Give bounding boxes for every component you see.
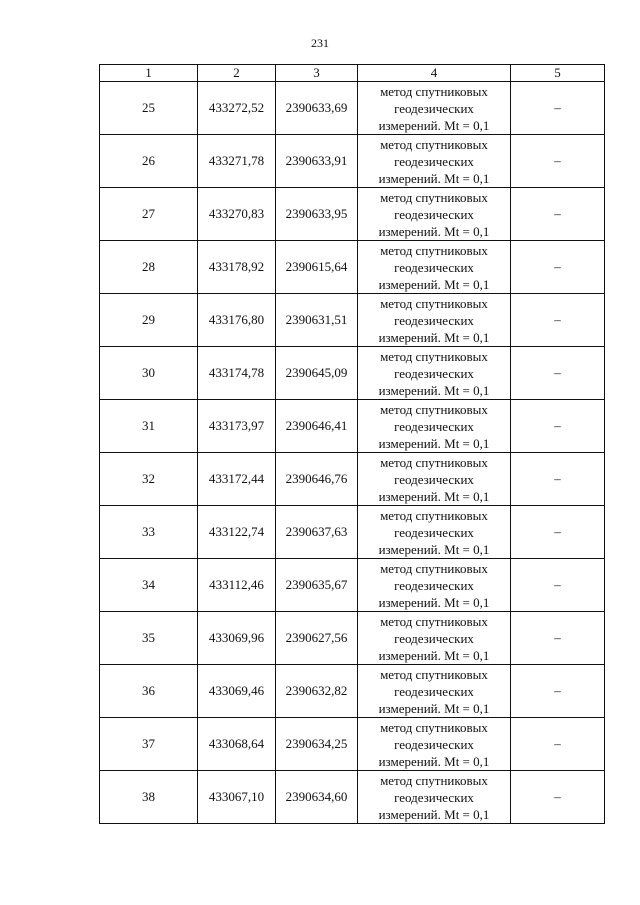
method-line: метод спутниковых bbox=[380, 719, 488, 735]
note-dash: – bbox=[511, 453, 605, 506]
method-line: измерений. Mt = 0,1 bbox=[378, 806, 490, 822]
coordinate-y: 2390646,41 bbox=[276, 400, 358, 453]
column-header-4: 4 bbox=[358, 65, 511, 82]
coordinate-y: 2390635,67 bbox=[276, 559, 358, 612]
point-number: 34 bbox=[100, 559, 198, 612]
method-line: измерений. Mt = 0,1 bbox=[378, 594, 490, 610]
method-line: метод спутниковых bbox=[380, 401, 488, 417]
measurement-method bbox=[358, 347, 511, 400]
method-line: метод спутниковых bbox=[380, 136, 488, 152]
point-number: 38 bbox=[100, 771, 198, 824]
point-number: 27 bbox=[100, 188, 198, 241]
coordinate-y: 2390634,25 bbox=[276, 718, 358, 771]
point-number: 32 bbox=[100, 453, 198, 506]
coordinate-x: 433176,80 bbox=[198, 294, 276, 347]
method-line: геодезических bbox=[394, 365, 474, 381]
note-dash: – bbox=[511, 135, 605, 188]
measurement-method bbox=[358, 135, 511, 188]
coordinate-x: 433112,46 bbox=[198, 559, 276, 612]
table-row bbox=[100, 400, 605, 453]
note-dash: – bbox=[511, 241, 605, 294]
coordinate-y: 2390646,76 bbox=[276, 453, 358, 506]
measurement-method bbox=[358, 188, 511, 241]
coordinate-x: 433122,74 bbox=[198, 506, 276, 559]
point-number: 25 bbox=[100, 82, 198, 135]
table-row bbox=[100, 241, 605, 294]
point-number: 33 bbox=[100, 506, 198, 559]
coordinate-y: 2390637,63 bbox=[276, 506, 358, 559]
column-header-2: 2 bbox=[198, 65, 276, 82]
measurement-method bbox=[358, 453, 511, 506]
point-number: 35 bbox=[100, 612, 198, 665]
measurement-method bbox=[358, 771, 511, 824]
measurement-method bbox=[358, 241, 511, 294]
method-line: геодезических bbox=[394, 524, 474, 540]
table-row bbox=[100, 82, 605, 135]
method-line: метод спутниковых bbox=[380, 454, 488, 470]
point-number: 29 bbox=[100, 294, 198, 347]
note-dash: – bbox=[511, 506, 605, 559]
method-line: метод спутниковых bbox=[380, 666, 488, 682]
table-header-row bbox=[100, 65, 605, 82]
method-line: измерений. Mt = 0,1 bbox=[378, 753, 490, 769]
coordinate-y: 2390633,95 bbox=[276, 188, 358, 241]
coordinate-x: 433067,10 bbox=[198, 771, 276, 824]
note-dash: – bbox=[511, 771, 605, 824]
method-line: измерений. Mt = 0,1 bbox=[378, 647, 490, 663]
column-header-3: 3 bbox=[276, 65, 358, 82]
table-row bbox=[100, 771, 605, 824]
method-line: геодезических bbox=[394, 206, 474, 222]
coordinate-x: 433068,64 bbox=[198, 718, 276, 771]
method-line: геодезических bbox=[394, 100, 474, 116]
coordinate-x: 433178,92 bbox=[198, 241, 276, 294]
point-number: 26 bbox=[100, 135, 198, 188]
coordinate-x: 433069,96 bbox=[198, 612, 276, 665]
coordinate-y: 2390634,60 bbox=[276, 771, 358, 824]
coordinates-table bbox=[99, 64, 605, 824]
method-line: метод спутниковых bbox=[380, 560, 488, 576]
method-line: измерений. Mt = 0,1 bbox=[378, 488, 490, 504]
point-number: 36 bbox=[100, 665, 198, 718]
method-line: измерений. Mt = 0,1 bbox=[378, 223, 490, 239]
table-row bbox=[100, 718, 605, 771]
coordinate-x: 433173,97 bbox=[198, 400, 276, 453]
method-line: геодезических bbox=[394, 153, 474, 169]
measurement-method bbox=[358, 400, 511, 453]
method-line: метод спутниковых bbox=[380, 295, 488, 311]
table-row bbox=[100, 188, 605, 241]
method-line: геодезических bbox=[394, 259, 474, 275]
note-dash: – bbox=[511, 400, 605, 453]
point-number: 28 bbox=[100, 241, 198, 294]
note-dash: – bbox=[511, 665, 605, 718]
table-row bbox=[100, 453, 605, 506]
coordinate-x: 433174,78 bbox=[198, 347, 276, 400]
method-line: метод спутниковых bbox=[380, 613, 488, 629]
method-line: метод спутниковых bbox=[380, 189, 488, 205]
coordinate-x: 433271,78 bbox=[198, 135, 276, 188]
method-line: измерений. Mt = 0,1 bbox=[378, 700, 490, 716]
method-line: геодезических bbox=[394, 736, 474, 752]
table-row bbox=[100, 135, 605, 188]
table-row bbox=[100, 665, 605, 718]
table-row bbox=[100, 347, 605, 400]
table-row bbox=[100, 506, 605, 559]
coordinate-y: 2390631,51 bbox=[276, 294, 358, 347]
method-line: метод спутниковых bbox=[380, 242, 488, 258]
column-header-5: 5 bbox=[511, 65, 605, 82]
method-line: измерений. Mt = 0,1 bbox=[378, 435, 490, 451]
table-row bbox=[100, 559, 605, 612]
method-line: геодезических bbox=[394, 683, 474, 699]
method-line: измерений. Mt = 0,1 bbox=[378, 382, 490, 398]
table-row bbox=[100, 294, 605, 347]
measurement-method bbox=[358, 612, 511, 665]
method-line: измерений. Mt = 0,1 bbox=[378, 170, 490, 186]
method-line: измерений. Mt = 0,1 bbox=[378, 329, 490, 345]
method-line: метод спутниковых bbox=[380, 507, 488, 523]
point-number: 30 bbox=[100, 347, 198, 400]
method-line: измерений. Mt = 0,1 bbox=[378, 541, 490, 557]
coordinate-y: 2390633,69 bbox=[276, 82, 358, 135]
method-line: геодезических bbox=[394, 789, 474, 805]
note-dash: – bbox=[511, 188, 605, 241]
page-number: 231 bbox=[311, 36, 329, 50]
note-dash: – bbox=[511, 718, 605, 771]
method-line: геодезических bbox=[394, 471, 474, 487]
note-dash: – bbox=[511, 559, 605, 612]
coordinate-y: 2390645,09 bbox=[276, 347, 358, 400]
measurement-method bbox=[358, 559, 511, 612]
note-dash: – bbox=[511, 612, 605, 665]
method-line: измерений. Mt = 0,1 bbox=[378, 117, 490, 133]
coordinate-y: 2390633,91 bbox=[276, 135, 358, 188]
table-row bbox=[100, 612, 605, 665]
table-body bbox=[100, 82, 605, 824]
method-line: геодезических bbox=[394, 630, 474, 646]
coordinate-y: 2390627,56 bbox=[276, 612, 358, 665]
method-line: метод спутниковых bbox=[380, 772, 488, 788]
measurement-method bbox=[358, 82, 511, 135]
note-dash: – bbox=[511, 82, 605, 135]
method-line: геодезических bbox=[394, 577, 474, 593]
point-number: 31 bbox=[100, 400, 198, 453]
measurement-method bbox=[358, 718, 511, 771]
method-line: измерений. Mt = 0,1 bbox=[378, 276, 490, 292]
coordinate-y: 2390615,64 bbox=[276, 241, 358, 294]
measurement-method bbox=[358, 294, 511, 347]
coordinate-x: 433069,46 bbox=[198, 665, 276, 718]
method-line: метод спутниковых bbox=[380, 348, 488, 364]
note-dash: – bbox=[511, 294, 605, 347]
note-dash: – bbox=[511, 347, 605, 400]
column-header-1: 1 bbox=[100, 65, 198, 82]
measurement-method bbox=[358, 665, 511, 718]
coordinate-x: 433270,83 bbox=[198, 188, 276, 241]
method-line: геодезических bbox=[394, 312, 474, 328]
coordinate-x: 433172,44 bbox=[198, 453, 276, 506]
measurement-method bbox=[358, 506, 511, 559]
coordinate-y: 2390632,82 bbox=[276, 665, 358, 718]
coordinate-x: 433272,52 bbox=[198, 82, 276, 135]
method-line: геодезических bbox=[394, 418, 474, 434]
point-number: 37 bbox=[100, 718, 198, 771]
method-line: метод спутниковых bbox=[380, 83, 488, 99]
